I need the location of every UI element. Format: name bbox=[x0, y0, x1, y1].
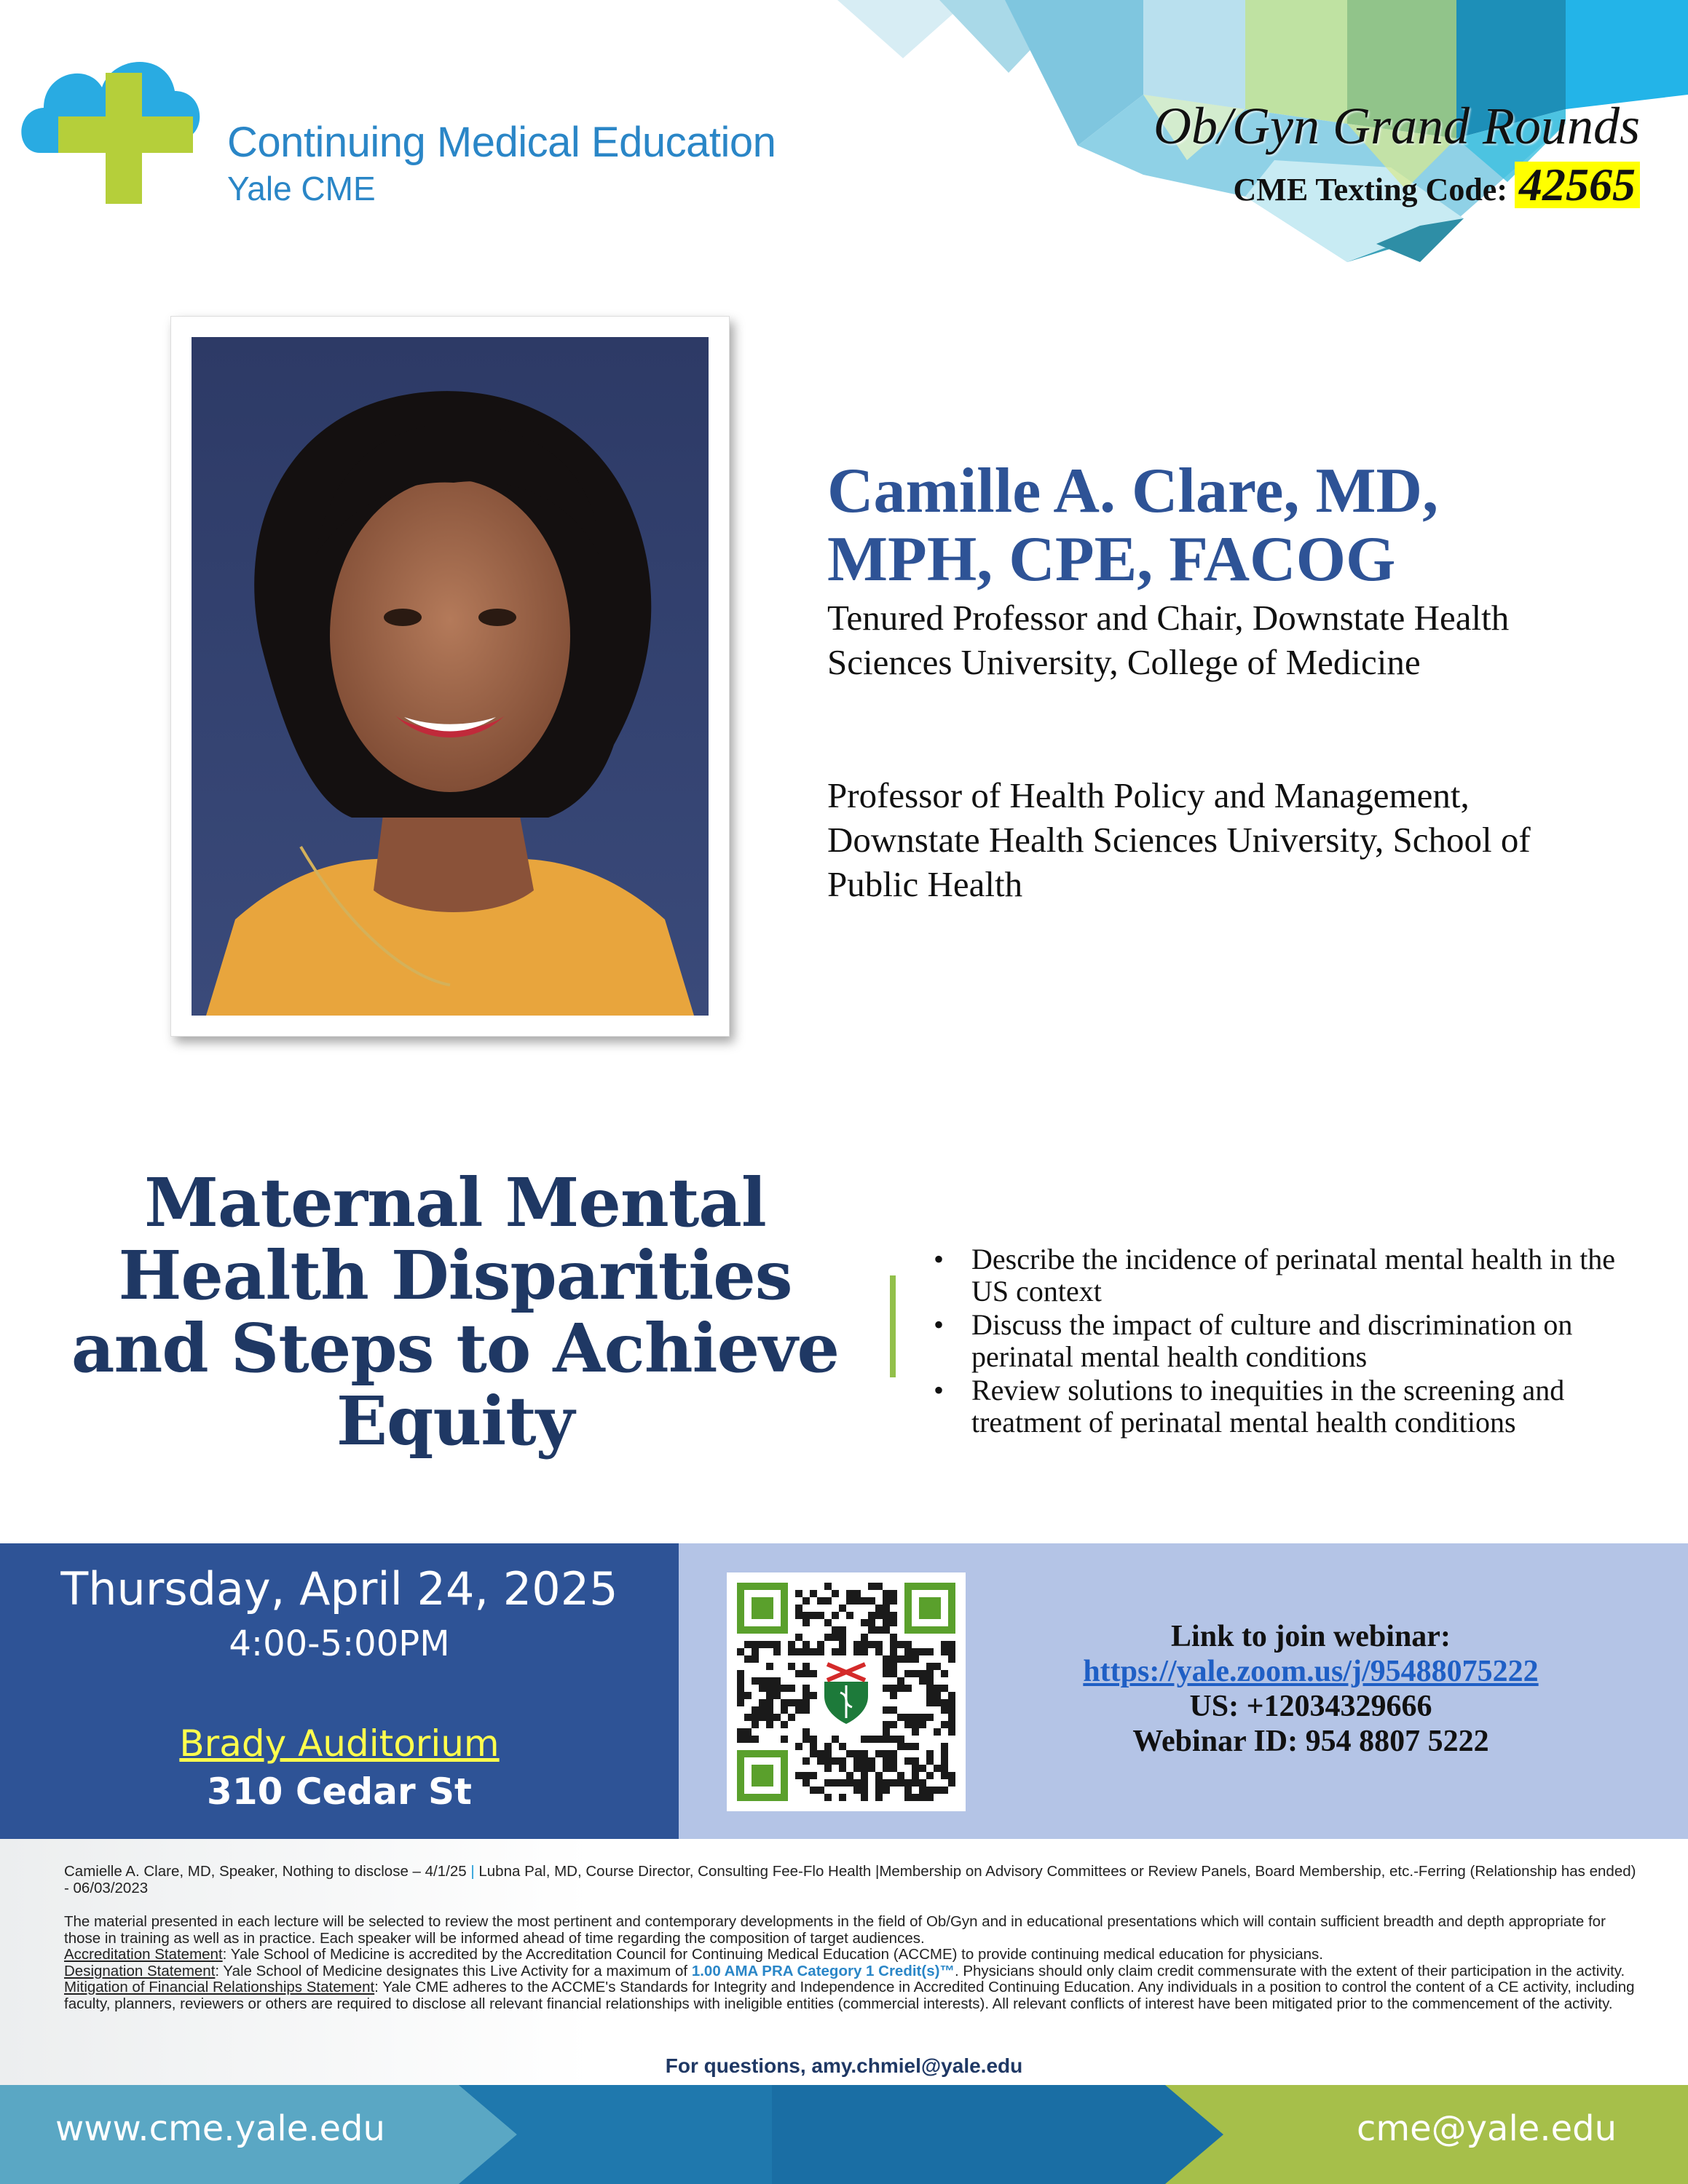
objective-item: • Review solutions to inequities in the screening and treatment of perinatal mental health conditions bbox=[932, 1374, 1617, 1439]
webinar-label: Link to join webinar: bbox=[1171, 1620, 1451, 1653]
speaker-affiliation-1: Tenured Professor and Chair, Downstate Health Sciences University, College of Medicine bbox=[827, 598, 1510, 682]
event-venue-link[interactable]: Brady Auditorium bbox=[179, 1722, 500, 1765]
speaker-photo-frame bbox=[170, 316, 730, 1037]
speaker-name: Camille A. Clare, MD, MPH, CPE, FACOG bbox=[827, 456, 1439, 595]
webinar-info bbox=[969, 1619, 1653, 1759]
material-statement: The material presented in each lecture will be selected to review the most pertinent and contemporary developments in the field of Ob/Gyn and in educational presentations which will contain sufficient breadth and depth appropriate for those in training as well as in practice. Each speaker will be informed ahead of time regarding the composition of target audiences. bbox=[64, 1913, 1606, 1947]
texting-code: 42565 bbox=[1515, 162, 1640, 208]
footer-email-link[interactable]: cme@yale.edu bbox=[1356, 2108, 1617, 2149]
speaker-affiliation-2: Professor of Health Policy and Management, Downstate Health Sciences University, School of Public Health bbox=[827, 775, 1531, 904]
event-address: 310 Cedar St bbox=[207, 1770, 472, 1813]
qr-code[interactable] bbox=[727, 1572, 966, 1811]
mitigation-statement: Mitigation of Financial Relationships Statement: Yale CME adheres to the ACCME's Standards for Integrity and Independence in Accredited Continuing Education. Any individuals in a position to control the content of a CE activity, including faculty, planners, reviewers or others are required to disclose all relevant financial relationships with ineligible entities (commercial interests). All relevant conflicts of interest have been mitigated prior to the commencement of the activity. bbox=[64, 1979, 1635, 2012]
learning-objectives bbox=[932, 1243, 1617, 1440]
logo-title: Continuing Medical Education bbox=[227, 119, 776, 166]
talk-title: Maternal Mental Health Disparities and Steps to Achieve Equity bbox=[71, 1163, 840, 1460]
texting-code-label: CME Texting Code: bbox=[1233, 172, 1507, 207]
webinar-phone: US: +12034329666 bbox=[1189, 1690, 1432, 1723]
event-series-title: Ob/Gyn Grand Rounds bbox=[1153, 97, 1640, 155]
questions-contact[interactable]: For questions, amy.chmiel@yale.edu bbox=[665, 2054, 1023, 2077]
event-date: Thursday, April 24, 2025 bbox=[60, 1562, 618, 1615]
texting-code-row bbox=[1233, 159, 1640, 210]
qr-code-icon bbox=[727, 1572, 966, 1811]
designation-statement: Designation Statement: Yale School of Medicine designates this Live Activity for a maximum of 1.00 AMA PRA Category 1 Credit(s)™. Physicians should only claim credit commensurate with the extent of their participation in the activity. bbox=[64, 1962, 1625, 1979]
accreditation-statement: Accreditation Statement: Yale School of Medicine is accredited by the Accreditation Council for Continuing Medical Education (ACCME) to provide continuing medical education for physicians. bbox=[64, 1946, 1324, 1963]
logo-subtitle: Yale CME bbox=[227, 170, 376, 207]
speaker-portrait-icon bbox=[192, 337, 709, 1016]
webinar-id: Webinar ID: 954 8807 5222 bbox=[1132, 1725, 1489, 1758]
objective-item: • Describe the incidence of perinatal mental health in the US context bbox=[932, 1243, 1617, 1307]
divider bbox=[890, 1275, 896, 1377]
footer-website-link[interactable]: www.cme.yale.edu bbox=[55, 2108, 385, 2149]
disclosures bbox=[64, 1864, 1637, 2012]
objective-item: • Discuss the impact of culture and discrimination on perinatal mental health conditions bbox=[932, 1309, 1617, 1373]
cme-logo-icon bbox=[11, 29, 229, 211]
event-time: 4:00-5:00PM bbox=[229, 1623, 450, 1664]
faculty-disclosure: Camielle A. Clare, MD, Speaker, Nothing to disclose – 4/1/25 | Lubna Pal, MD, Course Director, Consulting Fee-Flo Health |Membership on Advisory Committees or Review Panels, Board Membership, etc.-Ferring (Relationship has ended) - 06/03/2023 bbox=[64, 1863, 1636, 1896]
webinar-link[interactable]: https://yale.zoom.us/j/95488075222 bbox=[1083, 1655, 1539, 1688]
